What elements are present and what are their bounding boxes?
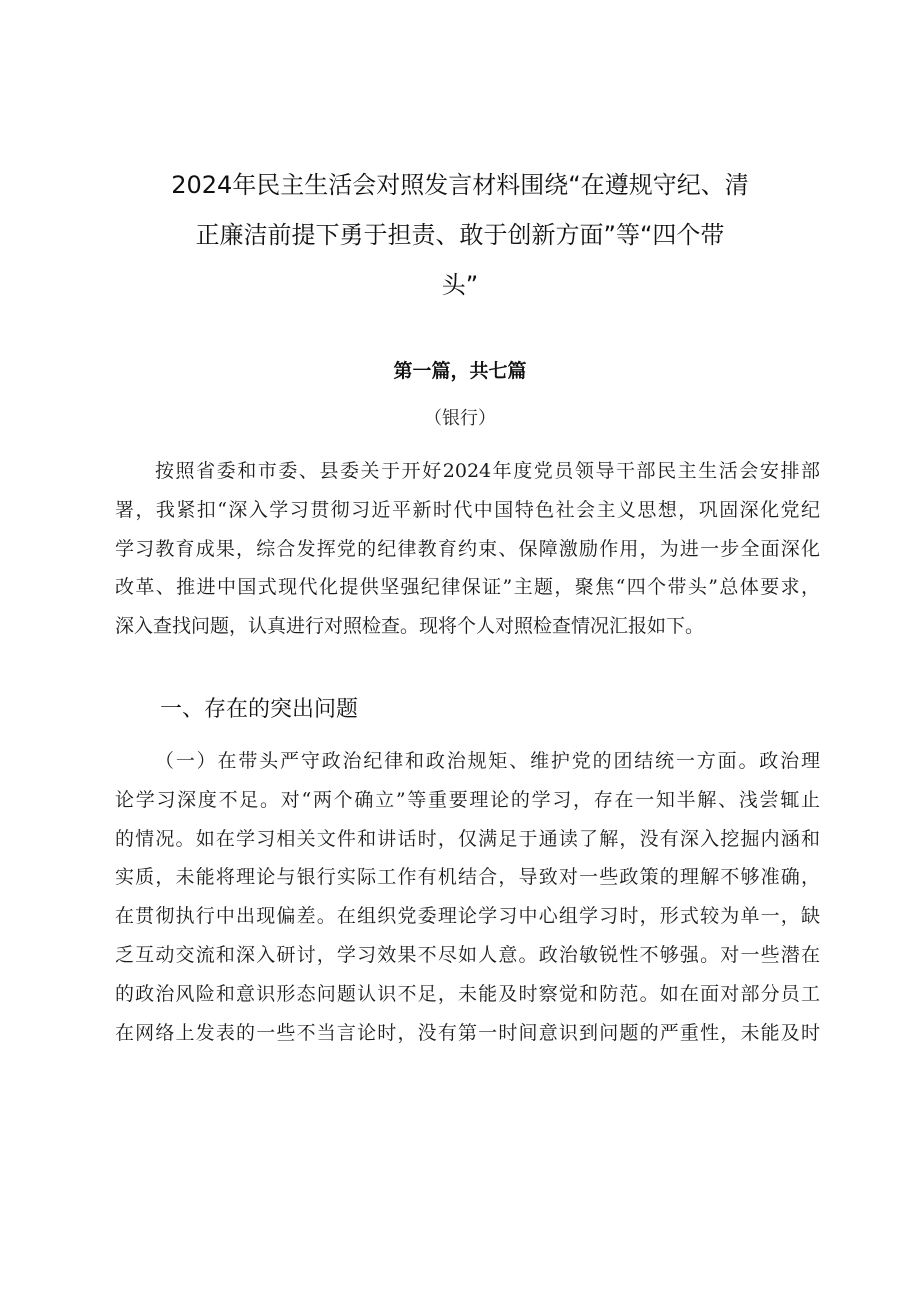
paragraph-line: 的情况。如在学习相关文件和讲话时，仅满足于通读了解，没有深入挖掘内涵和 [115, 827, 820, 850]
paragraph-line: 乏互动交流和深入研讨，学习效果不尽如人意。政治敏锐性不够强。对一些潜在 [115, 943, 820, 966]
document-title [120, 160, 800, 310]
paragraph-line: 在网络上发表的一些不当言论时，没有第一时间意识到问题的严重性，未能及时 [115, 1021, 820, 1044]
paragraph-line: 论学习深度不足。对“两个确立”等重要理论的学习，存在一知半解、浅尝辄止 [115, 788, 820, 811]
title-line: 2024年民主生活会对照发言材料围绕“在遵规守纪、清 [171, 171, 749, 199]
paragraph-line: 按照省委和市委、县委关于开好2024年度党员领导干部民主生活会安排部 [155, 460, 820, 482]
document-subtitle: 第一篇，共七篇 [393, 360, 527, 382]
paragraph-line: 署，我紧扣“深入学习贯彻习近平新时代中国特色社会主义思想，巩固深化党纪 [115, 498, 820, 521]
section-paragraph [115, 742, 820, 1052]
title-line: 正廉洁前提下勇于担责、敢于创新方面”等“四个带 [195, 221, 725, 249]
section-heading: 一、存在的突出问题 [160, 697, 359, 722]
organization-label: （银行） [424, 408, 496, 429]
paragraph-line: （一）在带头严守政治纪律和政治规矩、维护党的团结统一方面。政治理 [155, 750, 820, 772]
paragraph-line: 在贯彻执行中出现偏差。在组织党委理论学习中心组学习时，形式较为单一，缺 [115, 905, 820, 928]
intro-paragraph [115, 452, 820, 646]
paragraph-line: 的政治风险和意识形态问题认识不足，未能及时察觉和防范。如在面对部分员工 [115, 982, 820, 1005]
paragraph-line: 学习教育成果，综合发挥党的纪律教育约束、保障激励作用，为进一步全面深化 [115, 537, 820, 560]
paragraph-line: 实质，未能将理论与银行实际工作有机结合，导致对一些政策的理解不够准确， [115, 866, 820, 889]
title-line: 头” [441, 271, 479, 299]
paragraph-line: 改革、推进中国式现代化提供坚强纪律保证”主题，聚焦“四个带头”总体要求， [115, 576, 820, 599]
paragraph-line: 深入查找问题，认真进行对照检查。现将个人对照检查情况汇报如下。 [115, 615, 705, 638]
